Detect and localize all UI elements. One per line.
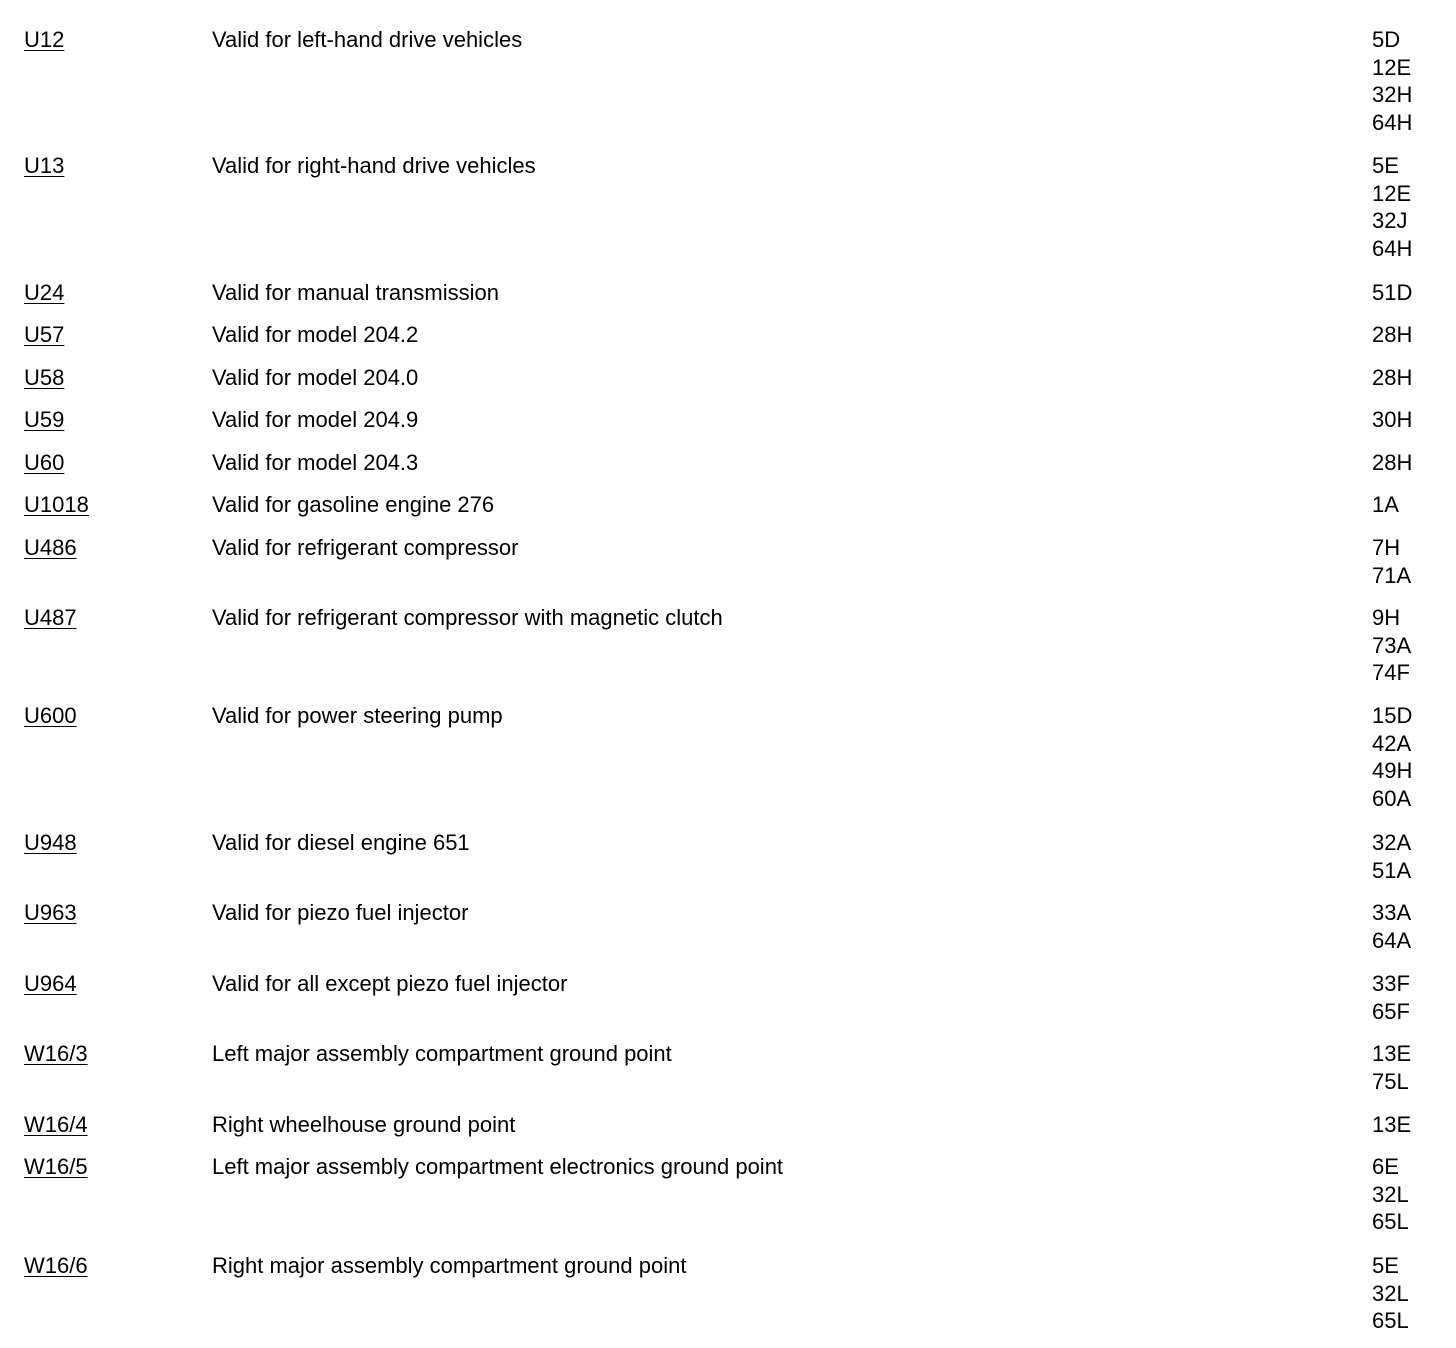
grid-coordinates: [1372, 491, 1452, 519]
table-row: [0, 604, 1456, 687]
grid-coordinates: [1372, 829, 1452, 884]
component-description: Valid for refrigerant compressor: [212, 535, 519, 560]
component-description: Valid for refrigerant compressor with magnetic clutch: [212, 605, 723, 630]
grid-coordinate: 65L: [1372, 1209, 1409, 1235]
table-row: [0, 534, 1456, 589]
table-row: [0, 364, 1456, 392]
grid-coordinate: 51D: [1372, 280, 1413, 305]
grid-coordinate: 74F: [1372, 660, 1410, 686]
component-description: Right wheelhouse ground point: [212, 1112, 516, 1137]
grid-coordinate: 71A: [1372, 562, 1412, 588]
grid-coordinate: 64A: [1372, 927, 1412, 953]
table-row: [0, 26, 1456, 136]
grid-coordinate: 65F: [1372, 998, 1410, 1024]
grid-coordinates: [1372, 970, 1452, 1025]
component-code-link[interactable]: U57: [24, 322, 65, 347]
component-description: Valid for right-hand drive vehicles: [212, 153, 536, 178]
grid-coordinate: 32L: [1372, 1280, 1409, 1306]
grid-coordinate: 5D: [1372, 27, 1401, 52]
component-description: Valid for gasoline engine 276: [212, 492, 495, 517]
component-code-link[interactable]: U964: [24, 971, 77, 996]
table-row: [0, 491, 1456, 519]
grid-coordinate: 32A: [1372, 830, 1412, 855]
component-code-link[interactable]: U1018: [24, 492, 89, 517]
table-row: [0, 1111, 1456, 1139]
grid-coordinates: [1372, 321, 1452, 349]
grid-coordinates: [1372, 1111, 1452, 1139]
component-description: Valid for model 204.2: [212, 322, 419, 347]
grid-coordinate: 12E: [1372, 54, 1412, 80]
table-row: [0, 321, 1456, 349]
component-description: Valid for model 204.0: [212, 365, 419, 390]
grid-coordinate: 28H: [1372, 322, 1413, 347]
grid-coordinate: 64H: [1372, 109, 1413, 135]
component-description: Valid for left-hand drive vehicles: [212, 27, 523, 52]
component-code-link[interactable]: U12: [24, 27, 65, 52]
table-row: [0, 1153, 1456, 1236]
grid-coordinate: 9H: [1372, 605, 1401, 630]
component-description: Left major assembly compartment electronics ground point: [212, 1154, 784, 1179]
grid-coordinates: [1372, 534, 1452, 589]
grid-coordinates: [1372, 449, 1452, 477]
table-row: [0, 829, 1456, 884]
grid-coordinates: [1372, 26, 1452, 136]
grid-coordinates: [1372, 406, 1452, 434]
component-code-link[interactable]: W16/3: [24, 1041, 88, 1066]
table-row: [0, 1252, 1456, 1335]
grid-coordinate: 33A: [1372, 900, 1412, 925]
grid-coordinate: 33F: [1372, 971, 1410, 996]
component-description: Valid for piezo fuel injector: [212, 900, 469, 925]
table-row: [0, 449, 1456, 477]
grid-coordinate: 64H: [1372, 235, 1413, 261]
grid-coordinate: 1A: [1372, 492, 1399, 517]
component-code-link[interactable]: U600: [24, 703, 77, 728]
component-code-link[interactable]: U963: [24, 900, 77, 925]
grid-coordinate: 60A: [1372, 785, 1412, 811]
grid-coordinate: 13E: [1372, 1041, 1412, 1066]
grid-coordinate: 5E: [1372, 153, 1399, 178]
grid-coordinate: 12E: [1372, 180, 1412, 206]
table-row: [0, 1040, 1456, 1095]
table-row: [0, 702, 1456, 812]
grid-coordinates: [1372, 152, 1452, 262]
component-description: Valid for power steering pump: [212, 703, 503, 728]
grid-coordinate: 32L: [1372, 1181, 1409, 1207]
table-row: [0, 152, 1456, 262]
component-description: Valid for model 204.3: [212, 450, 419, 475]
component-code-link[interactable]: U58: [24, 365, 65, 390]
grid-coordinate: 65L: [1372, 1308, 1409, 1334]
component-code-link[interactable]: U13: [24, 153, 65, 178]
component-description: Valid for diesel engine 651: [212, 830, 470, 855]
component-code-link[interactable]: W16/6: [24, 1253, 88, 1278]
table-row: [0, 899, 1456, 954]
grid-coordinate: 75L: [1372, 1068, 1409, 1094]
grid-coordinate: 51A: [1372, 857, 1412, 883]
component-code-link[interactable]: U948: [24, 830, 77, 855]
grid-coordinates: [1372, 899, 1452, 954]
component-code-link[interactable]: U59: [24, 407, 65, 432]
grid-coordinate: 32J: [1372, 208, 1408, 234]
grid-coordinates: [1372, 702, 1452, 812]
component-code-link[interactable]: W16/5: [24, 1154, 88, 1179]
grid-coordinate: 42A: [1372, 730, 1412, 756]
grid-coordinate: 30H: [1372, 407, 1413, 432]
table-row: [0, 279, 1456, 307]
table-row: [0, 406, 1456, 434]
grid-coordinate: 73A: [1372, 632, 1412, 658]
grid-coordinates: [1372, 1252, 1452, 1335]
component-description: Right major assembly compartment ground point: [212, 1253, 687, 1278]
grid-coordinates: [1372, 364, 1452, 392]
grid-coordinate: 28H: [1372, 365, 1413, 390]
component-code-link[interactable]: U487: [24, 605, 77, 630]
grid-coordinates: [1372, 279, 1452, 307]
component-code-link[interactable]: U24: [24, 280, 65, 305]
grid-coordinate: 32H: [1372, 82, 1413, 108]
grid-coordinate: 49H: [1372, 758, 1413, 784]
grid-coordinate: 15D: [1372, 703, 1413, 728]
grid-coordinate: 13E: [1372, 1112, 1412, 1137]
component-code-link[interactable]: W16/4: [24, 1112, 88, 1137]
grid-coordinates: [1372, 604, 1452, 687]
grid-coordinate: 5E: [1372, 1253, 1399, 1278]
grid-coordinates: [1372, 1040, 1452, 1095]
grid-coordinates: [1372, 1153, 1452, 1236]
grid-coordinate: 6E: [1372, 1154, 1399, 1179]
component-description: Valid for manual transmission: [212, 280, 499, 305]
table-row: [0, 970, 1456, 1025]
component-code-link[interactable]: U60: [24, 450, 65, 475]
component-description: Valid for all except piezo fuel injector: [212, 971, 568, 996]
component-code-link[interactable]: U486: [24, 535, 77, 560]
component-description: Left major assembly compartment ground point: [212, 1041, 672, 1066]
grid-coordinate: 28H: [1372, 450, 1413, 475]
grid-coordinate: 7H: [1372, 535, 1401, 560]
component-description: Valid for model 204.9: [212, 407, 419, 432]
